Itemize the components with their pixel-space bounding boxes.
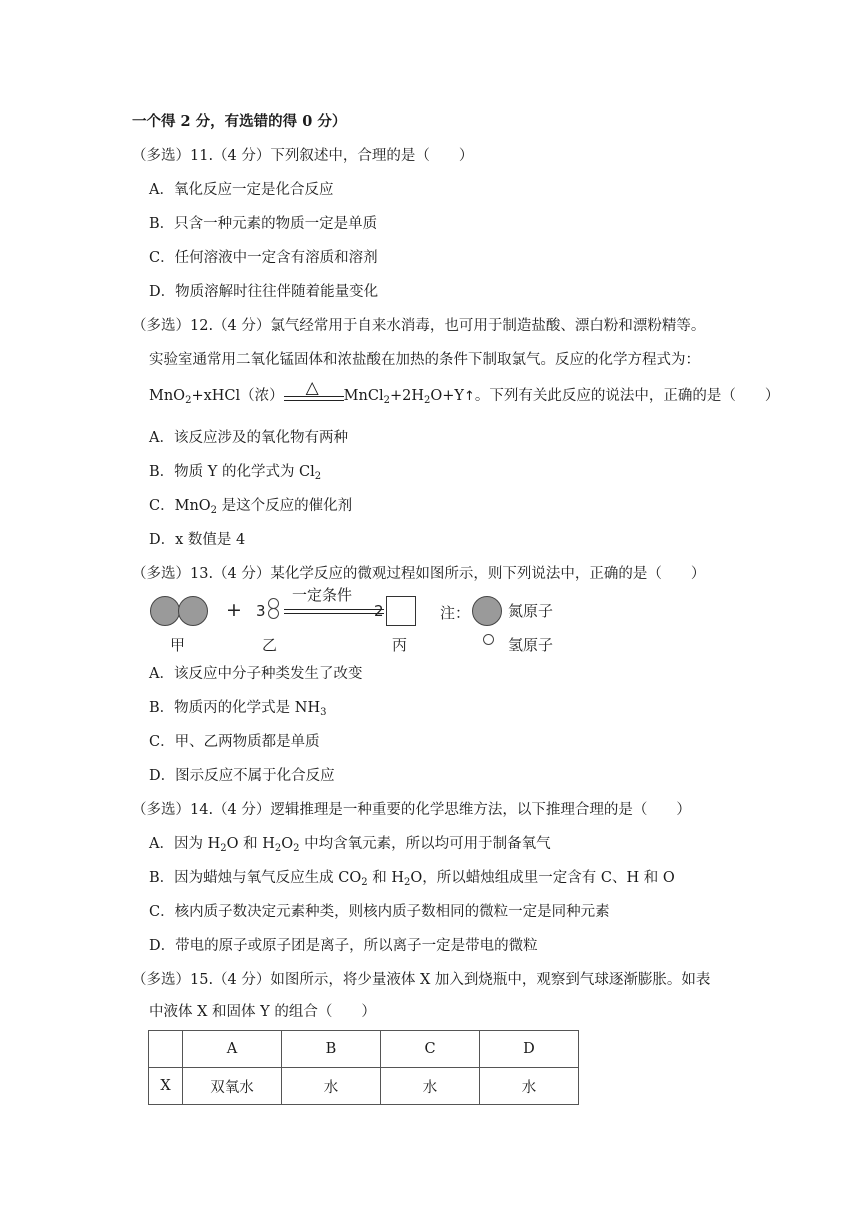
table-cell: C xyxy=(381,1031,480,1068)
option-c: C．任何溶液中一定含有溶质和溶剂 xyxy=(149,250,378,266)
question-stem-cont: 中液体 X 和固体 Y 的组合（ ） xyxy=(149,1004,376,1020)
legend-nitrogen: 氮原子 xyxy=(508,602,554,620)
chemical-equation: MnO$_2$+xHCl（浓） △ $MnCl_2+2H_2O+Y↑$。下列有关此反应的说法中，正确的是（ ） xyxy=(149,378,780,406)
combination-table xyxy=(148,1030,579,1105)
product-box xyxy=(386,596,416,626)
reaction-condition: 一定条件 xyxy=(292,586,353,604)
question-stem: （多选）11.（4 分）下列叙述中，合理的是（ ） xyxy=(132,148,474,164)
table-cell: A xyxy=(183,1031,282,1068)
question-stem-cont: 实验室通常用二氧化锰固体和浓盐酸在加热的条件下制取氯气。反应的化学方程式为： xyxy=(149,352,700,368)
option-b: B．因为蜡烛与氧气反应生成 $CO_2$ 和 $H_2O$，所以蜡烛组成里一定含有 C、H 和 O xyxy=(149,870,675,888)
question-stem: （多选）15.（4 分）如图所示，将少量液体 X 加入到烧瓶中，观察到气球逐渐膨胀。如表 xyxy=(132,972,711,988)
gas-arrow-icon: ↑ xyxy=(463,389,475,404)
question-stem: （多选）14.（4 分）逻辑推理是一种重要的化学思维方法，以下推理合理的是（ ） xyxy=(132,802,691,818)
table-cell: X xyxy=(149,1068,183,1105)
coefficient-2: 2 xyxy=(374,602,384,620)
equals-bar xyxy=(284,609,384,610)
legend-hydrogen: 氢原子 xyxy=(508,636,554,654)
option-c: C．MnO$_2$ 是这个反应的催化剂 xyxy=(149,498,353,516)
table-cell: 双氧水 xyxy=(183,1068,282,1105)
question-stem: （多选）13.（4 分）某化学反应的微观过程如图所示，则下列说法中，正确的是（ ） xyxy=(132,566,706,582)
label-jia: 甲 xyxy=(170,636,186,654)
nitrogen-atom-icon xyxy=(472,596,502,626)
option-a: A．因为 $H_2O$ 和 $H_2O_2$ 中均含氧元素，所以均可用于制备氧气 xyxy=(149,836,551,854)
option-a: A．该反应中分子种类发生了改变 xyxy=(149,666,363,682)
option-b: B．物质丙的化学式是 $NH_3$ xyxy=(149,700,327,718)
nitrogen-atom-icon xyxy=(178,596,208,626)
nitrogen-atom-icon xyxy=(150,596,180,626)
label-bing: 丙 xyxy=(392,636,408,654)
plus-sign: + xyxy=(226,599,242,621)
option-d: D．带电的原子或原子团是离子，所以离子一定是带电的微粒 xyxy=(149,938,538,954)
question-stem: （多选）12.（4 分）氯气经常用于自来水消毒，也可用于制造盐酸、漂白粉和漂粉精等。 xyxy=(132,318,706,334)
table-cell: B xyxy=(282,1031,381,1068)
coefficient-3: 3 xyxy=(256,602,266,620)
table-cell: 水 xyxy=(282,1068,381,1105)
table-header-row xyxy=(149,1031,579,1068)
table-cell: 水 xyxy=(381,1068,480,1105)
equals-bar xyxy=(284,613,384,614)
option-a: A．该反应涉及的氧化物有两种 xyxy=(149,430,348,446)
option-d: D．图示反应不属于化合反应 xyxy=(149,768,335,784)
option-d: D．物质溶解时往往伴随着能量变化 xyxy=(149,284,379,300)
note-label: 注： xyxy=(440,604,471,622)
option-c: C．核内质子数决定元素种类，则核内质子数相同的微粒一定是同种元素 xyxy=(149,904,610,920)
heat-condition-sign xyxy=(284,378,344,406)
table-cell xyxy=(149,1031,183,1068)
reaction-diagram xyxy=(146,586,586,660)
table-cell: 水 xyxy=(480,1068,579,1105)
hydrogen-atom-icon xyxy=(483,634,494,645)
option-c: C．甲、乙两物质都是单质 xyxy=(149,734,320,750)
table-row xyxy=(149,1068,579,1105)
section-note: 一个得 2 分，有选错的得 0 分） xyxy=(132,113,347,130)
option-a: A．氧化反应一定是化合反应 xyxy=(149,182,334,198)
option-b: B．只含一种元素的物质一定是单质 xyxy=(149,216,378,232)
heat-triangle-icon: △ xyxy=(305,378,319,398)
table-cell: D xyxy=(480,1031,579,1068)
label-yi: 乙 xyxy=(262,636,278,654)
option-b: B．物质 Y 的化学式为 $Cl_2$ xyxy=(149,464,322,482)
hydrogen-atom-icon xyxy=(268,608,279,619)
option-d: D．x 数值是 4 xyxy=(149,532,246,548)
